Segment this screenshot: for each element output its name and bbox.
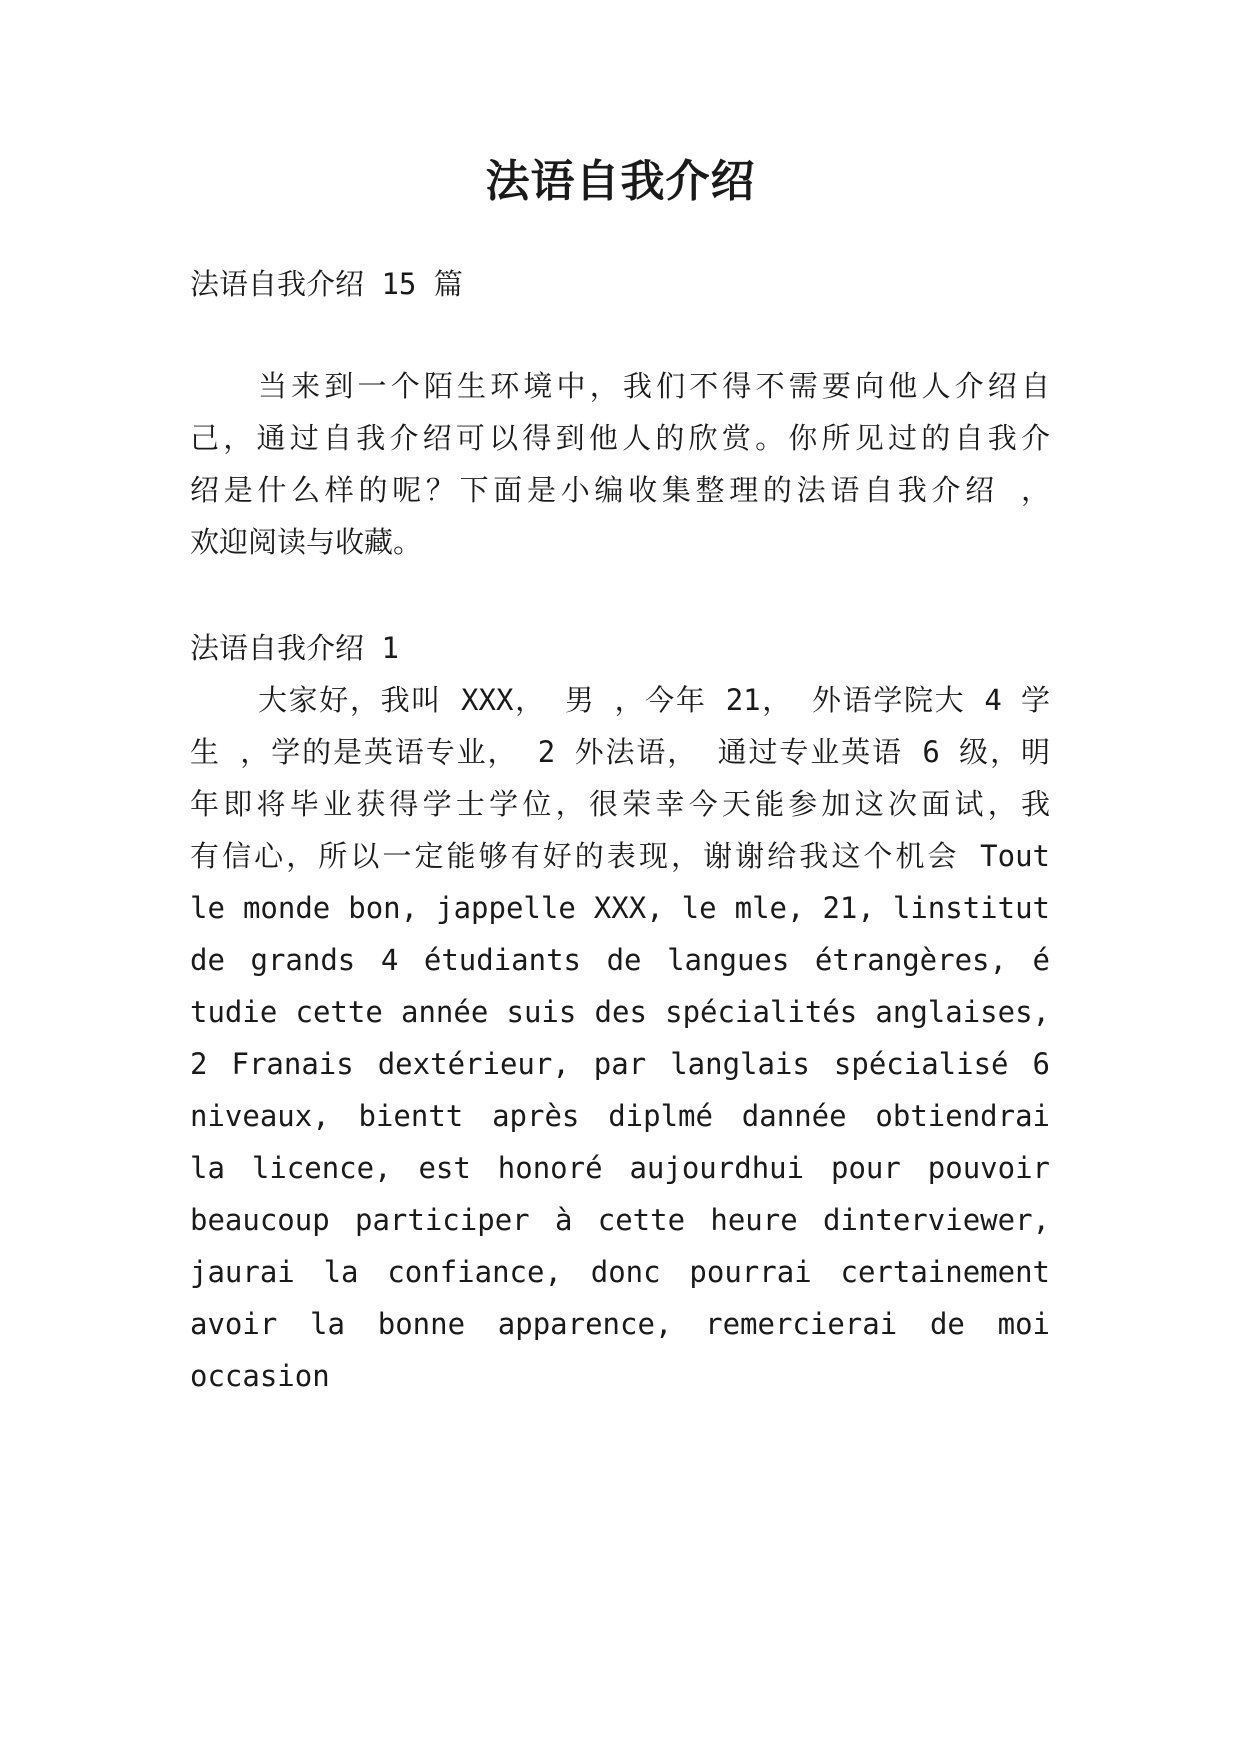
section-line: 2 Franais dextérieur, par langlais spécialisé 6 [190,1047,1050,1081]
document-title: 法语自我介绍 [485,156,756,207]
section-line: 有信心，所以一定能够有好的表现，谢谢给我这个机会 Tout [190,839,1050,873]
intro-line: 绍是什么样的呢？下面是小编收集整理的法语自我介绍 ， [190,473,1050,507]
section-line: 年即将毕业获得学士学位，很荣幸今天能参加这次面试，我 [190,787,1050,821]
document-subtitle: 法语自我介绍 15 篇 [190,267,463,301]
section-line: beaucoup participer à cette heure dinterviewer, [190,1203,1050,1237]
section-line: la licence, est honoré aujourdhui pour pouvoir [190,1151,1050,1185]
section-line: niveaux, bientt après diplmé dannée obtiendrai [190,1099,1050,1133]
section-line: avoir la bonne apparence, remercierai de moi [190,1307,1050,1341]
section-line: le monde bon, jappelle XXX, le mle, 21, linstitut [190,891,1050,925]
section-line: 大家好，我叫 XXX， 男 ，今年 21， 外语学院大 4 学 [258,683,1050,717]
intro-line: 当来到一个陌生环境中，我们不得不需要向他人介绍自 [258,369,1050,403]
section-line: 生 ，学的是英语专业， 2 外法语， 通过专业英语 6 级，明 [190,735,1050,769]
section-line: tudie cette année suis des spécialités anglaises, [190,995,1050,1029]
section-line: de grands 4 étudiants de langues étrangères, é [190,943,1050,977]
section-heading: 法语自我介绍 1 [190,631,399,665]
intro-line: 欢迎阅读与收藏。 [190,525,423,559]
intro-line: 己，通过自我介绍可以得到他人的欣赏。你所见过的自我介 [190,421,1050,455]
section-line: occasion [190,1359,330,1393]
section-line: jaurai la confiance, donc pourrai certainement [190,1255,1050,1289]
